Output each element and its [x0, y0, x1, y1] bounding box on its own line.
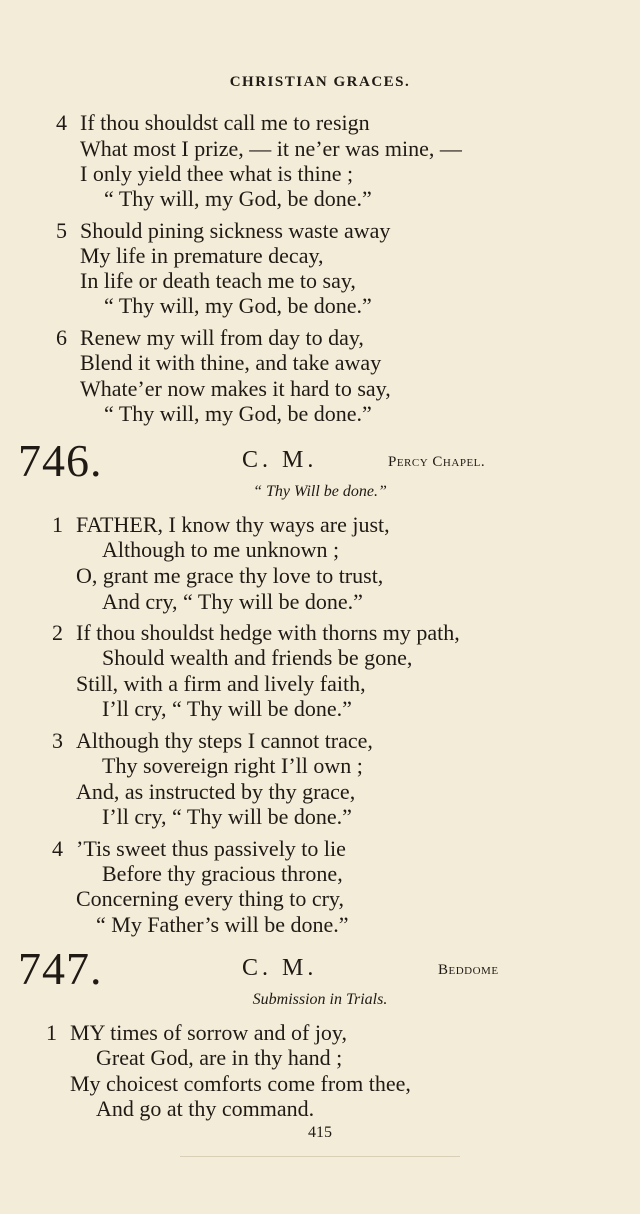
verse-line: O, grant me grace thy love to trust,: [76, 563, 384, 588]
verse-number: 2: [52, 620, 63, 645]
verse-number: 4: [56, 110, 67, 135]
verse-line: Concerning every thing to cry,: [76, 886, 344, 911]
hymn-tune: Percy Chapel.: [388, 454, 486, 470]
verse-line: And cry, “ Thy will be done.”: [102, 589, 363, 614]
verse-line: And, as instructed by thy grace,: [76, 779, 356, 804]
verse-number: 3: [52, 728, 63, 753]
verse-line: Should wealth and friends be gone,: [102, 645, 413, 670]
hymn-number: 747.: [18, 943, 103, 994]
verse-number: 4: [52, 836, 63, 861]
hymn-number: 746.: [18, 435, 103, 486]
verse-line: MY times of sorrow and of joy,: [70, 1020, 347, 1045]
verse-line: In life or death teach me to say,: [80, 268, 356, 293]
verse-line: “ Thy will, my God, be done.”: [104, 293, 372, 318]
verse-line: My choicest comforts come from thee,: [70, 1071, 411, 1096]
verse-line: “ My Father’s will be done.”: [96, 912, 349, 937]
verse-line: And go at thy command.: [96, 1096, 315, 1121]
hymn-tune: Beddome: [438, 962, 499, 978]
verse-line: Thy sovereign right I’ll own ;: [102, 753, 363, 778]
hymn-meter: C. M.: [242, 447, 318, 473]
verse-number: 1: [52, 512, 63, 537]
verse-line: FATHER, I know thy ways are just,: [76, 512, 390, 537]
verse-line: Before thy gracious throne,: [102, 861, 343, 886]
verse-line: I’ll cry, “ Thy will be done.”: [102, 804, 352, 829]
hymn-subtitle: “ Thy Will be done.”: [253, 483, 387, 500]
hymn-meter: C. M.: [242, 955, 318, 981]
verse-line: ’Tis sweet thus passively to lie: [76, 836, 346, 861]
verse-line: Blend it with thine, and take away: [80, 350, 382, 375]
verse-line: What most I prize, — it ne’er was mine, —: [80, 136, 462, 161]
page-number: 415: [308, 1124, 332, 1141]
verse-line: Still, with a firm and lively faith,: [76, 671, 366, 696]
verse-line: “ Thy will, my God, be done.”: [104, 186, 372, 211]
verse-line: Although to me unknown ;: [102, 537, 340, 562]
verse-line: If thou shouldst call me to resign: [80, 110, 370, 135]
verse-line: Should pining sickness waste away: [80, 218, 391, 243]
verse-number: 6: [56, 325, 67, 350]
running-head: CHRISTIAN GRACES.: [229, 74, 411, 90]
verse-number: 5: [56, 218, 67, 243]
verse-line: “ Thy will, my God, be done.”: [104, 401, 372, 426]
verse-line: Whate’er now makes it hard to say,: [80, 376, 391, 401]
verse-line: Although thy steps I cannot trace,: [76, 728, 373, 753]
verse-number: 1: [46, 1020, 57, 1045]
verse-line: If thou shouldst hedge with thorns my path,: [76, 620, 460, 645]
verse-line: Renew my will from day to day,: [80, 325, 364, 350]
verse-line: I only yield thee what is thine ;: [80, 161, 354, 186]
verse-line: My life in premature decay,: [80, 243, 324, 268]
verse-line: I’ll cry, “ Thy will be done.”: [102, 696, 352, 721]
hymn-subtitle: Submission in Trials.: [252, 991, 388, 1008]
footer-rule: [180, 1156, 460, 1157]
verse-line: Great God, are in thy hand ;: [96, 1045, 343, 1070]
